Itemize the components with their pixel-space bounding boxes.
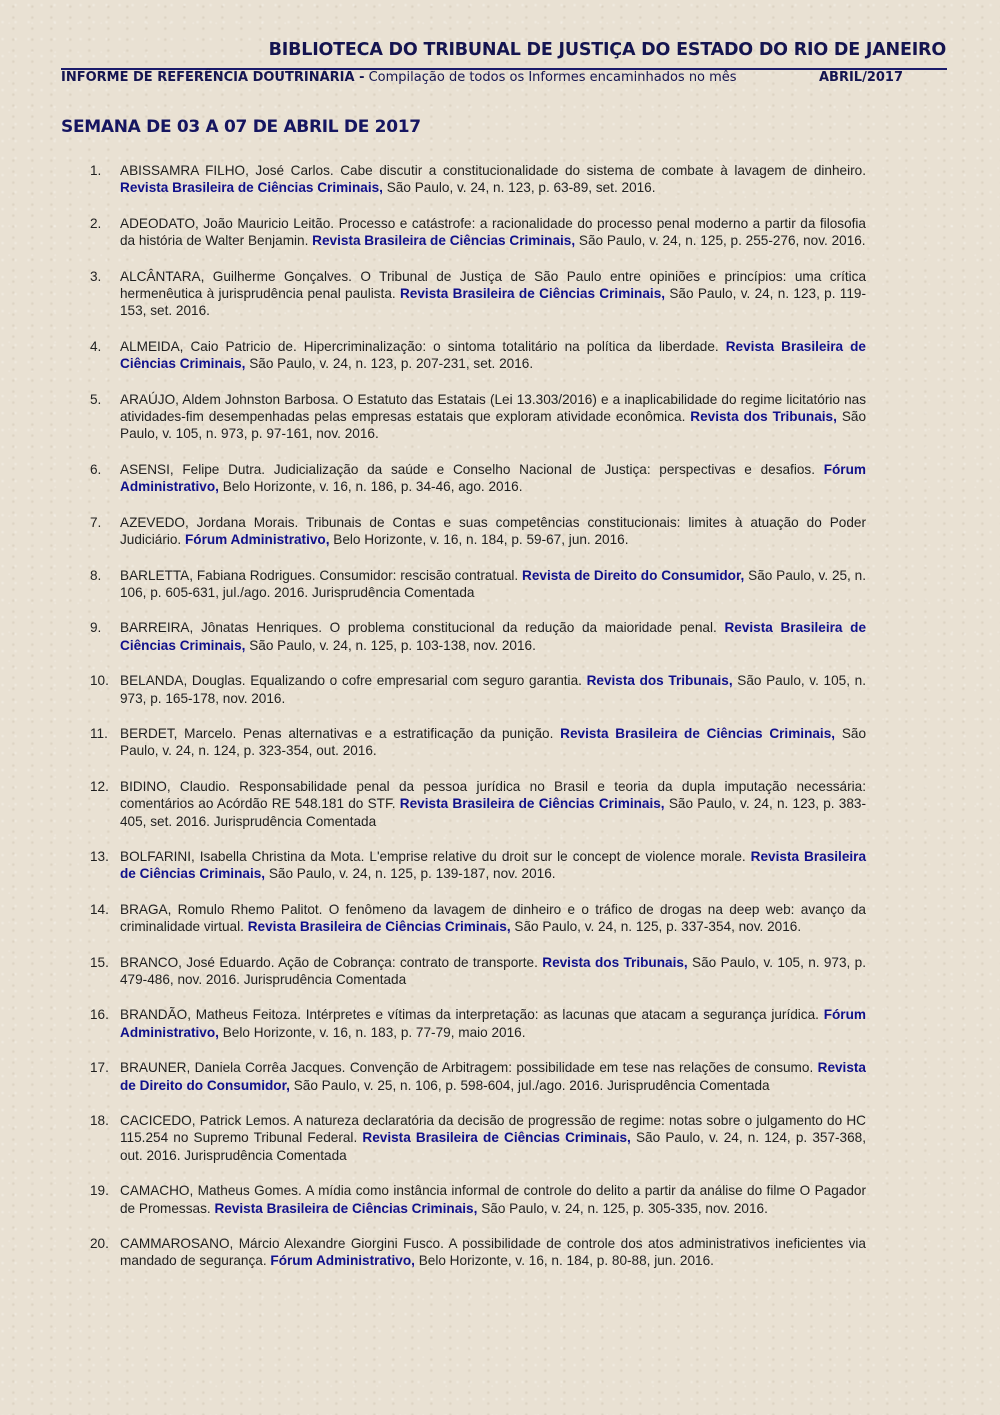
reference-item	[88, 162, 866, 197]
reference-details: São Paulo, v. 24, n. 125, p. 139-187, nov. 2016.	[268, 866, 556, 882]
reference-number: 16.	[90, 1007, 109, 1023]
reference-item	[88, 1112, 866, 1164]
reference-author-title: ALMEIDA, Caio Patricio de. Hipercriminalização: o sintoma totalitário na política da liberdade.	[120, 338, 719, 354]
reference-author-title: BRANCO, José Eduardo. Ação de Cobrança: contrato de transporte.	[120, 954, 538, 970]
reference-publication: Fórum Administrativo,	[270, 1253, 415, 1269]
reference-item	[88, 848, 866, 883]
reference-publication: Revista Brasileira de Ciências Criminais,	[247, 919, 511, 935]
reference-number: 6.	[90, 461, 102, 477]
reference-item	[88, 619, 866, 654]
reference-item	[88, 1182, 866, 1217]
reference-author-title: CAMMAROSANO, Márcio Alexandre Giorgini Fusco. A possibilidade de controle dos atos administrativos ineficientes via mandado de segurança.	[120, 1236, 866, 1269]
reference-author-title: BERDET, Marcelo. Penas alternativas e a estratificação da punição.	[120, 725, 554, 741]
reference-item	[88, 338, 866, 373]
week-title: SEMANA DE 03 A 07 DE ABRIL DE 2017	[61, 117, 421, 137]
reference-item	[88, 268, 866, 320]
reference-author-title: BARLETTA, Fabiana Rodrigues. Consumidor: rescisão contratual.	[120, 567, 519, 583]
reference-details: São Paulo, v. 25, n. 106, p. 598-604, jul./ago. 2016. Jurisprudência Comentada	[293, 1077, 770, 1093]
reference-details: Belo Horizonte, v. 16, n. 184, p. 80-88, jun. 2016.	[418, 1253, 714, 1269]
reference-details: São Paulo, v. 24, n. 125, p. 103-138, nov. 2016.	[249, 637, 536, 653]
reference-number: 11.	[90, 725, 108, 741]
reference-item	[88, 215, 866, 250]
reference-author-title: ADEODATO, João Mauricio Leitão. Processo e catástrofe: a racionalidade do processo penal moderno a partir da filosofia da história de Walter Benjamin.	[120, 215, 866, 249]
reference-item	[88, 1235, 866, 1270]
reference-number: 1.	[90, 163, 102, 178]
reference-details: São Paulo, v. 25, n. 106, p. 605-631, jul./ago. 2016. Jurisprudência Comentada	[120, 567, 867, 600]
reference-details: São Paulo, v. 24, n. 123, p. 383-405, set. 2016. Jurisprudência Comentada	[120, 796, 867, 829]
reference-number: 4.	[90, 338, 102, 354]
reference-details: Belo Horizonte, v. 16, n. 184, p. 59-67, jun. 2016.	[333, 532, 629, 548]
reference-publication: Revista Brasileira de Ciências Criminais,	[362, 1130, 631, 1146]
reference-item	[88, 514, 866, 549]
reference-details: São Paulo, v. 105, n. 973, p. 97-161, nov. 2016.	[120, 409, 866, 442]
reference-details: São Paulo, v. 24, n. 125, p. 255-276, nov. 2016.	[578, 233, 866, 249]
reference-publication: Revista Brasileira de Ciências Criminais,	[399, 286, 666, 302]
reference-number: 18.	[90, 1113, 109, 1129]
reference-item	[88, 567, 866, 602]
reference-author-title: CAMACHO, Matheus Gomes. A mídia como instância informal de controle do delito a partir da análise do filme O Pagador de Promessas.	[120, 1183, 866, 1216]
reference-details: São Paulo, v. 105, n. 973, p. 479-486, nov. 2016. Jurisprudência Comentada	[120, 954, 867, 987]
report-description: Compilação de todos os Informes encaminhados no mês	[368, 70, 737, 85]
reference-number: 13.	[90, 848, 109, 864]
reference-author-title: BRAGA, Romulo Rhemo Palitot. O fenômeno da lavagem de dinheiro e o tráfico de drogas na deep web: avanço da criminalidade virtual.	[120, 901, 866, 935]
reference-publication: Revista de Direito do Consumidor,	[522, 567, 745, 583]
reference-publication: Fórum Administrativo,	[120, 461, 866, 495]
reference-publication: Revista Brasileira de Ciências Criminais,	[560, 725, 836, 741]
reference-publication: Revista Brasileira de Ciências Criminais,	[120, 180, 383, 196]
reference-details: Belo Horizonte, v. 16, n. 183, p. 77-79, maio 2016.	[222, 1024, 526, 1040]
reference-number: 7.	[90, 514, 102, 530]
reference-number: 17.	[90, 1060, 109, 1076]
reference-number: 9.	[90, 620, 102, 636]
reference-item	[88, 461, 866, 496]
reference-author-title: CACICEDO, Patrick Lemos. A natureza declaratória da decisão de progressão de regime: notas sobre o julgamento do HC 115.254 no Supremo Tribunal Federal.	[120, 1113, 866, 1146]
reference-author-title: BRANDÃO, Matheus Feitoza. Intérpretes e vítimas da interpretação: as lacunas que atacam a segurança jurídica.	[120, 1007, 819, 1023]
reference-details: São Paulo, v. 24, n. 123, p. 119-153, set. 2016.	[120, 286, 867, 319]
report-subheader	[61, 70, 903, 85]
reference-author-title: ALCÂNTARA, Guilherme Gonçalves. O Tribunal de Justiça de São Paulo entre opiniões e princípios: uma crítica hermenêutica à jurisprudência penal paulista.	[120, 268, 866, 302]
reference-number: 20.	[90, 1236, 109, 1252]
library-title: BIBLIOTECA DO TRIBUNAL DE JUSTIÇA DO ESTADO DO RIO DE JANEIRO	[268, 40, 946, 60]
reference-item	[88, 954, 866, 989]
reference-publication: Revista dos Tribunais,	[690, 409, 837, 425]
reference-list	[88, 162, 866, 1270]
reference-number: 14.	[90, 901, 109, 917]
reference-item	[88, 1059, 866, 1094]
reference-author-title: ABISSAMRA FILHO, José Carlos. Cabe discutir a constitucionalidade do sistema de combate à lavagem de dinheiro.	[120, 163, 866, 178]
reference-details: São Paulo, v. 24, n. 123, p. 207-231, set. 2016.	[249, 356, 534, 372]
reference-publication: Fórum Administrativo,	[120, 1007, 866, 1040]
reference-details: São Paulo, v. 24, n. 124, p. 357-368, out. 2016. Jurisprudência Comentada	[120, 1130, 867, 1163]
reference-publication: Revista Brasileira de Ciências Criminais,	[120, 338, 866, 372]
reference-number: 12.	[90, 778, 109, 794]
reference-author-title: BOLFARINI, Isabella Christina da Mota. L'emprise relative du droit sur le concept de violence morale.	[120, 848, 746, 864]
reference-publication: Revista Brasileira de Ciências Criminais,	[120, 848, 867, 882]
reference-item	[88, 391, 866, 443]
reference-number: 19.	[90, 1183, 109, 1199]
reference-details: São Paulo, v. 24, n. 125, p. 337-354, nov. 2016.	[514, 919, 802, 935]
reference-details: São Paulo, v. 24, n. 123, p. 63-89, set. 2016.	[386, 180, 656, 196]
reference-number: 15.	[90, 954, 109, 970]
reference-number: 5.	[90, 391, 102, 407]
reference-number: 8.	[90, 567, 102, 583]
reference-author-title: ARAÚJO, Aldem Johnston Barbosa. O Estatuto das Estatais (Lei 13.303/2016) e a inaplicabilidade do regime licitatório nas atividades-fim desempenhadas pelas empresas estatais que exploram atividade econômica.	[120, 391, 866, 425]
reference-item	[88, 778, 866, 830]
reference-number: 3.	[90, 268, 102, 284]
reference-item	[88, 1006, 866, 1041]
reference-author-title: BELANDA, Douglas. Equalizando o cofre empresarial com seguro garantia.	[120, 673, 582, 689]
reference-publication: Revista Brasileira de Ciências Criminais,	[399, 796, 665, 812]
reference-publication: Revista de Direito do Consumidor,	[120, 1060, 866, 1093]
report-month: ABRIL/2017	[818, 70, 903, 85]
reference-publication: Revista Brasileira de Ciências Criminais,	[312, 233, 576, 249]
reference-publication: Fórum Administrativo,	[184, 532, 330, 548]
reference-author-title: BARREIRA, Jônatas Henriques. O problema constitucional da redução da maioridade penal.	[120, 620, 717, 636]
reference-item	[88, 672, 866, 707]
reference-author-title: ASENSI, Felipe Dutra. Judicialização da saúde e Conselho Nacional de Justiça: perspectivas e desafios.	[120, 461, 815, 477]
reference-details: Belo Horizonte, v. 16, n. 186, p. 34-46, ago. 2016.	[222, 479, 523, 495]
reference-number: 10.	[90, 673, 109, 689]
reference-author-title: AZEVEDO, Jordana Morais. Tribunais de Contas e suas competências constitucionais: limites à atuação do Poder Judiciário.	[120, 514, 866, 548]
reference-details: São Paulo, v. 24, n. 125, p. 305-335, nov. 2016.	[481, 1200, 768, 1216]
reference-details: São Paulo, v. 24, n. 124, p. 323-354, out. 2016.	[120, 725, 866, 759]
reference-number: 2.	[90, 215, 102, 231]
reference-author-title: BRAUNER, Daniela Corrêa Jacques. Convenção de Arbitragem: possibilidade em tese nas relações de consumo.	[120, 1060, 814, 1076]
reference-publication: Revista Brasileira de Ciências Criminais,	[214, 1200, 478, 1216]
report-label: INFORME DE REFERÊNCIA DOUTRINÁRIA -	[61, 70, 365, 85]
reference-author-title: BIDINO, Claudio. Responsabilidade penal da pessoa jurídica no Brasil e teoria da dupla imputação necessária: comentários ao Acórdão RE 548.181 do STF.	[120, 778, 866, 812]
reference-item	[88, 725, 866, 760]
reference-publication: Revista dos Tribunais,	[542, 954, 688, 970]
reference-publication: Revista dos Tribunais,	[586, 673, 733, 689]
reference-details: São Paulo, v. 105, n. 973, p. 165-178, nov. 2016.	[120, 673, 866, 706]
reference-publication: Revista Brasileira de Ciências Criminais,	[120, 620, 867, 653]
reference-item	[88, 901, 866, 936]
